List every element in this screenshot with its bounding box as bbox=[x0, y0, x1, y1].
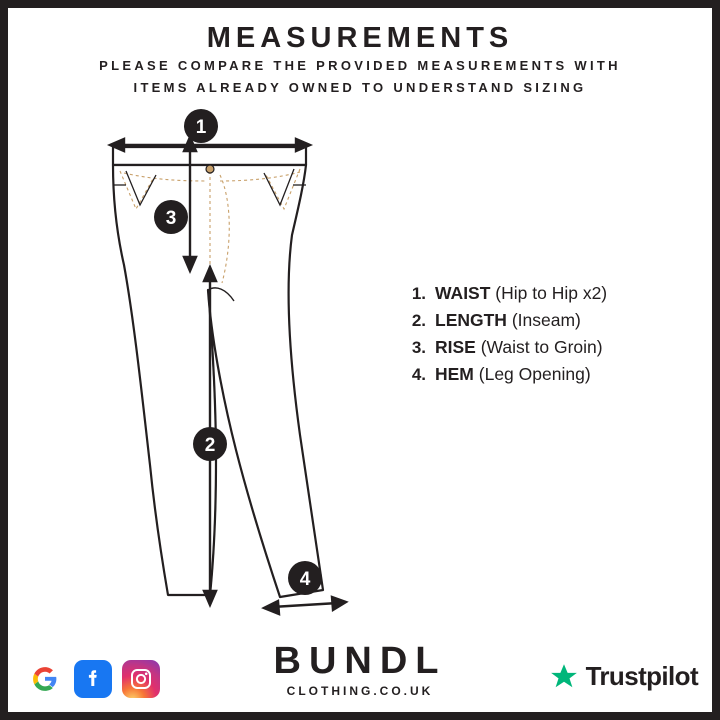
subtitle-line-1: PLEASE COMPARE THE PROVIDED MEASUREMENTS WITH bbox=[99, 58, 621, 73]
jeans-diagram bbox=[80, 105, 410, 625]
marker-4 bbox=[288, 561, 322, 595]
svg-text:1: 1 bbox=[195, 117, 207, 138]
marker-1 bbox=[184, 109, 218, 143]
brand-domain: CLOTHING.CO.UK bbox=[286, 684, 434, 698]
frame-border-bottom bbox=[0, 712, 720, 720]
button-detail bbox=[206, 165, 214, 173]
legend-name: RISE bbox=[435, 337, 476, 357]
legend-number: 1. bbox=[411, 284, 426, 303]
page-subtitle bbox=[60, 55, 660, 99]
trustpilot-logo[interactable] bbox=[549, 661, 698, 692]
legend-label bbox=[435, 283, 607, 304]
legend-item-hem bbox=[398, 364, 698, 385]
frame-border-right bbox=[712, 0, 720, 720]
page-title: MEASUREMENTS bbox=[206, 22, 514, 54]
legend-number: 3. bbox=[411, 338, 426, 357]
marker-3 bbox=[154, 200, 188, 234]
legend-number: 2. bbox=[411, 311, 426, 330]
jeans-outline-icon bbox=[113, 147, 323, 597]
legend-detail: (Inseam) bbox=[511, 310, 581, 330]
hem-measure-arrow bbox=[264, 597, 346, 614]
svg-text:3: 3 bbox=[165, 208, 177, 229]
legend-label bbox=[435, 310, 581, 331]
legend-detail: (Leg Opening) bbox=[478, 364, 591, 384]
svg-text:2: 2 bbox=[204, 435, 216, 456]
legend-item-length bbox=[398, 310, 698, 331]
frame-border-left bbox=[0, 0, 8, 720]
legend-detail: (Waist to Groin) bbox=[480, 337, 603, 357]
legend-detail: (Hip to Hip x2) bbox=[495, 283, 608, 303]
legend-name: LENGTH bbox=[435, 310, 507, 330]
legend-number: 4. bbox=[411, 365, 426, 384]
star-icon bbox=[549, 662, 579, 692]
svg-text:4: 4 bbox=[299, 569, 311, 590]
legend-item-waist bbox=[398, 283, 698, 304]
legend-item-rise bbox=[398, 337, 698, 358]
legend-name: WAIST bbox=[435, 283, 491, 303]
measurement-legend bbox=[398, 283, 698, 391]
legend-label bbox=[435, 364, 591, 385]
brand-name: BUNDL bbox=[273, 640, 447, 682]
subtitle-line-2: ITEMS ALREADY OWNED TO UNDERSTAND SIZING bbox=[133, 80, 587, 95]
trustpilot-label: Trustpilot bbox=[585, 661, 698, 691]
legend-name: HEM bbox=[435, 364, 474, 384]
legend-label bbox=[435, 337, 603, 358]
frame-border-top bbox=[0, 0, 720, 8]
marker-2 bbox=[193, 427, 227, 461]
